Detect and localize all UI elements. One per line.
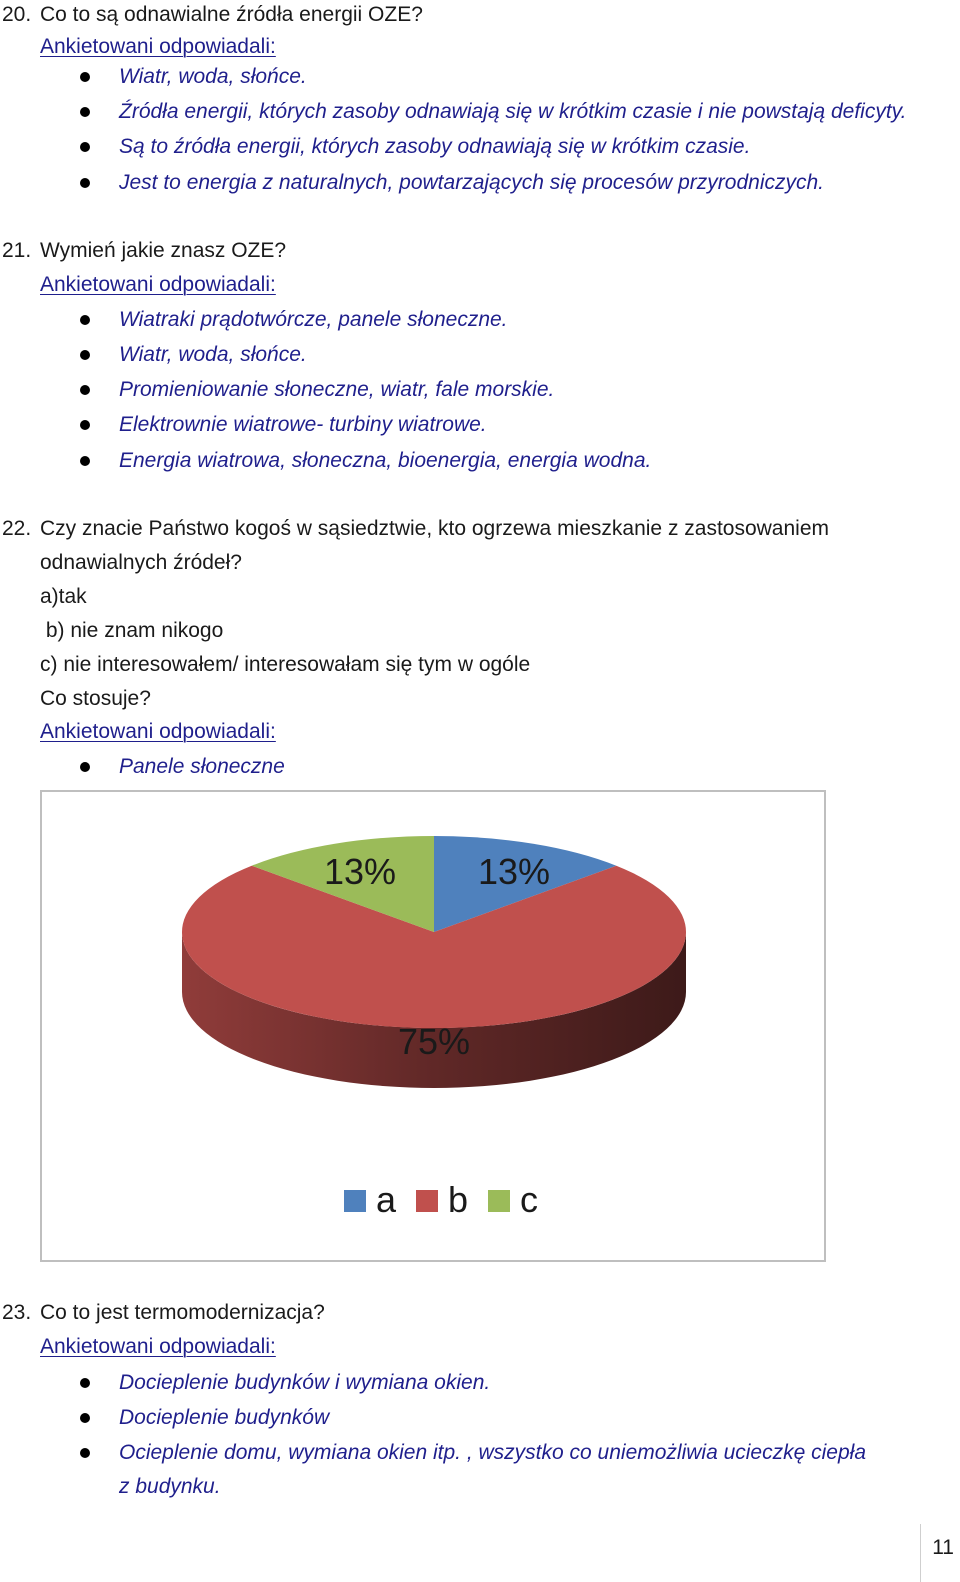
legend-swatch-b	[416, 1190, 438, 1212]
q22-followup: Co stosuje?	[40, 687, 151, 710]
legend-label-b: b	[448, 1179, 469, 1220]
q23-answer-1: Docieplenie budynków i wymiana okien.	[119, 1371, 491, 1394]
bullet-icon	[80, 142, 90, 152]
q21-number: 21.	[2, 239, 32, 262]
legend-swatch-c	[488, 1190, 510, 1212]
q21-answer-3: Promieniowanie słoneczne, wiatr, fale morskie.	[119, 378, 555, 401]
bullet-icon	[80, 350, 90, 360]
q21-answer-4: Elektrownie wiatrowe- turbiny wiatrowe.	[119, 413, 487, 436]
legend-swatch-a	[344, 1190, 366, 1212]
q23-answers-label: Ankietowani odpowiadali:	[40, 1335, 276, 1358]
q20-answer-2: Źródła energii, których zasoby odnawiają się w krótkim czasie i nie powstają deficyty.	[119, 100, 907, 123]
bullet-icon	[80, 315, 90, 325]
page-number: 11	[932, 1536, 954, 1559]
q21-answer-1: Wiatraki prądotwórcze, panele słoneczne.	[119, 308, 508, 331]
bullet-icon	[80, 456, 90, 466]
q20-answers-label: Ankietowani odpowiadali:	[40, 35, 276, 58]
legend-label-c: c	[520, 1179, 538, 1220]
bullet-icon	[80, 420, 90, 430]
bullet-icon	[80, 762, 90, 772]
bullet-icon	[80, 107, 90, 117]
q21-question: Wymień jakie znasz OZE?	[40, 239, 287, 262]
q22-option-c: c) nie interesowałem/ interesowałam się tym w ogóle	[40, 653, 531, 676]
q20-number: 20.	[2, 3, 32, 26]
q21-answer-5: Energia wiatrowa, słoneczna, bioenergia, energia wodna.	[119, 449, 652, 472]
pie-chart-svg	[42, 792, 824, 1260]
q23-question: Co to jest termomodernizacja?	[40, 1301, 325, 1324]
q23-number: 23.	[2, 1301, 32, 1324]
q22-answers-label: Ankietowani odpowiadali:	[40, 720, 276, 743]
data-label-a: 13%	[478, 851, 551, 892]
q20-answer-1: Wiatr, woda, słońce.	[119, 65, 307, 88]
bullet-icon	[80, 178, 90, 188]
q23-answer-3-cont: z budynku.	[119, 1475, 221, 1498]
q22-option-b: b) nie znam nikogo	[40, 619, 224, 642]
q21-answers-label: Ankietowani odpowiadali:	[40, 273, 276, 296]
q22-option-a: a)tak	[40, 585, 87, 608]
q22-question-line2: odnawialnych źródeł?	[40, 551, 242, 574]
q23-answer-3: Ocieplenie domu, wymiana okien itp. , wszystko co uniemożliwia ucieczkę ciepła	[119, 1441, 866, 1464]
q22-answer-1: Panele słoneczne	[119, 755, 285, 778]
legend-label-a: a	[376, 1179, 397, 1220]
bullet-icon	[80, 1448, 90, 1458]
q20-question: Co to są odnawialne źródła energii OZE?	[40, 3, 423, 26]
q20-answer-3: Są to źródła energii, których zasoby odnawiają się w krótkim czasie.	[119, 135, 751, 158]
q22-number: 22.	[2, 517, 32, 540]
data-label-c: 13%	[323, 851, 396, 892]
q20-answer-4: Jest to energia z naturalnych, powtarzających się procesów przyrodniczych.	[119, 171, 824, 194]
bullet-icon	[80, 72, 90, 82]
bullet-icon	[80, 1413, 90, 1423]
data-label-b: 75%	[397, 1021, 471, 1062]
q21-answer-2: Wiatr, woda, słońce.	[119, 343, 307, 366]
q23-answer-2: Docieplenie budynków	[119, 1406, 330, 1429]
q22-question-line1: Czy znacie Państwo kogoś w sąsiedztwie, kto ogrzewa mieszkanie z zastosowaniem	[40, 517, 830, 540]
bullet-icon	[80, 1378, 90, 1388]
pie-chart	[40, 790, 826, 1262]
page-number-divider	[920, 1524, 921, 1582]
bullet-icon	[80, 385, 90, 395]
